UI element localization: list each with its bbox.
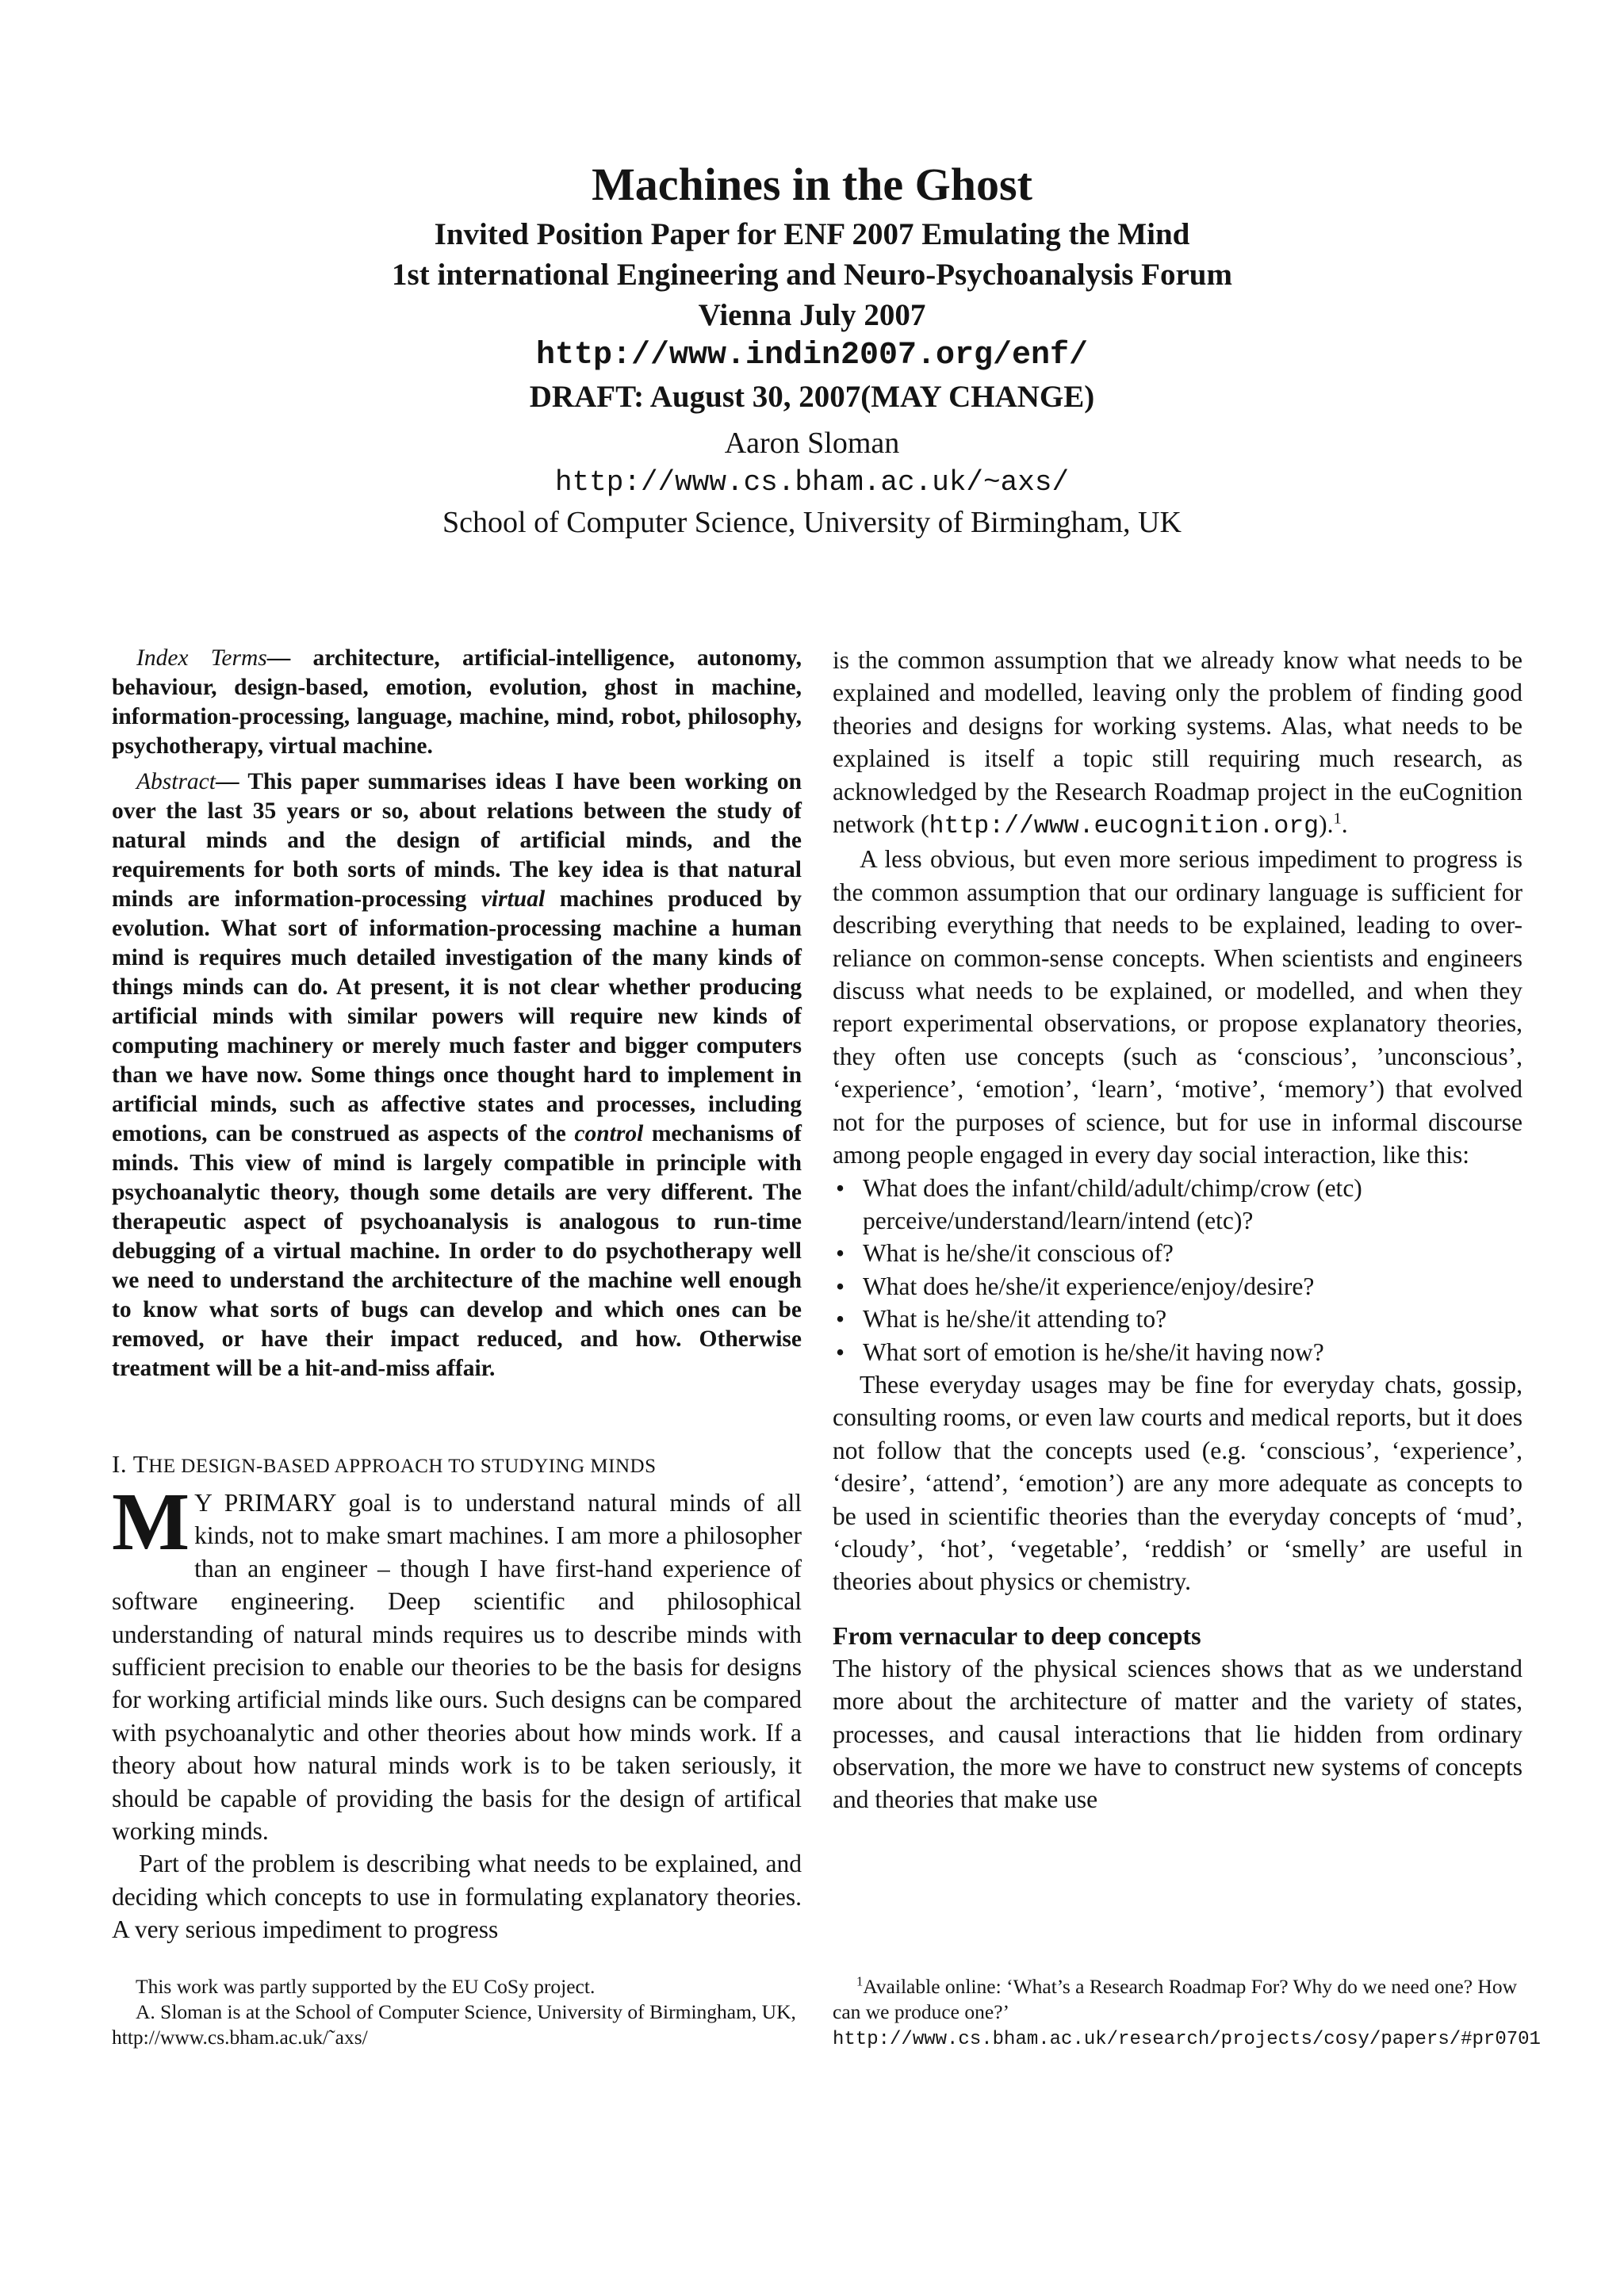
list-item: • What is he/she/it conscious of? <box>833 1237 1522 1269</box>
paragraph-4: These everyday usages may be fine for everyday chats, gossip, consulting rooms, or even law courts and medical reports, but it does not follow that the concepts used (e.g. ‘conscious’, ‘experience’, ‘desire’, ‘attend’, ‘emotion’) are any more adequate as concepts to be used in scientific theories than the everyday concepts of ‘mud’, ‘cloudy’, ‘hot’, ‘vegetable’, ‘reddish’ or ‘smelly’ are useful in theories about physics or chemistry. <box>833 1370 1522 1596</box>
paragraph-2-cont-text-1: is the common assumption that we already know what needs to be explained and modelled, leaving only the problem of finding good theories and designs for working systems. Alas, what needs to be explained is itself a topic still requiring much research, as acknowledged by the Research Roadmap project in the euCognition network ( <box>833 646 1522 839</box>
right-footnotes <box>833 1973 1541 2053</box>
index-terms-text: architecture, artificial-intelligence, autonomy, behaviour, design-based, emotion, evolution, ghost in machine, information-processing, language, machine, mind, robot, philosophy, psychotherapy, virtual machine. <box>112 645 802 759</box>
paragraph-1-caps: Y PRIMARY <box>194 1489 336 1517</box>
section-title-first-letter: T <box>132 1450 149 1478</box>
author-block <box>0 423 1624 542</box>
conference-url[interactable]: http://www.indin2007.org/enf/ <box>535 338 1089 373</box>
em-dash: — <box>215 769 239 794</box>
paragraph-2-cont-text-2: ). <box>1319 810 1334 839</box>
question-list <box>833 1172 1522 1368</box>
footnote-1 <box>833 1973 1541 2053</box>
abstract-em-virtual: virtual <box>481 886 546 912</box>
footnote-mark[interactable]: 1 <box>1333 809 1342 828</box>
em-dash: — <box>266 645 291 671</box>
index-terms-label: Index Terms <box>136 645 267 671</box>
author-name: Aaron Sloman <box>724 427 900 460</box>
eucognition-url[interactable]: http://www.eucognition.org <box>929 813 1320 841</box>
list-item: • What sort of emotion is he/she/it having now? <box>833 1336 1522 1368</box>
abstract-em-control: control <box>574 1121 644 1146</box>
paragraph-2: Part of the problem is describing what needs to be explained, and deciding which concepts to use in formulating explanatory theories. A very serious impediment to progress <box>112 1850 802 1944</box>
section-number: I. <box>112 1450 128 1478</box>
paragraph-1-text: goal is to understand natural minds of all kinds, not to make smart machines. I am more a philosopher than an engineer – though I have first-hand experience of software engineering. Deep scientific and philosophical understanding of natural minds requires us to describe minds with sufficient precision to enable our theories to be the basis for designs for working artificial minds like ours. Such designs can be compared with psychoanalytic and other theories about how minds work. If a theory about how natural minds work is to be taken seriously, it should be capable of providing the basis for the design of artifical working minds. <box>112 1489 802 1846</box>
section-title-rest: HE DESIGN-BASED APPROACH TO STUDYING MINDS <box>148 1456 657 1477</box>
paragraph-5: The history of the physical sciences shows that as we understand more about the architecture of matter and the variety of states, processes, and causal interactions that lie hidden from ordinary observation, the more we have to construct new systems of concepts and theories that make use <box>833 1654 1522 1814</box>
index-terms <box>112 644 802 761</box>
paragraph-3: A less obvious, but even more serious impediment to progress is the common assumption that our ordinary language is sufficient for describing everything that needs to be explained, leading to over-reliance on common-sense concepts. When scientists and engineers discuss what needs to be explained, or modelled, and when they report experimental observations, or propose explanatory theories, they often use concepts (such as ‘conscious’, ’unconscious’, ‘experience’, ‘emotion’, ‘learn’, ‘motive’, ‘memory’) that evolved not for the purposes of science, but for use in informal discourse among people engaged in every day social interaction, like this: <box>833 845 1522 1169</box>
abstract-text-3: mechanisms of minds. This view of mind is largely compatible in principle with psychoanalytic theory, though some details are very different. The therapeutic aspect of psychoanalysis is analogous to run-time debugging of a virtual machine. In order to do psychotherapy well we need to understand the architecture of the machine well enough to know what sorts of bugs can develop and which ones can be removed, or have their impact reduced, and how. Otherwise treatment will be a hit-and-miss affair. <box>112 1121 802 1381</box>
abstract-text-2: machines produced by evolution. What sort of information-processing machine a human mind is requires much detailed investigation of the many kinds of things minds can do. At present, it is not clear whether producing artificial minds with similar powers will require new kinds of computing machinery or merely much faster and bigger computers than we have now. Some things once thought hard to implement in artificial minds, such as affective states and processes, including emotions, can be construed as aspects of the <box>112 886 802 1146</box>
paragraph-1 <box>112 1476 802 1847</box>
left-column <box>112 644 802 1946</box>
author-url[interactable]: http://www.cs.bham.ac.uk/~axs/ <box>554 466 1070 499</box>
paragraph-2-continued <box>833 644 1522 843</box>
draft-line: DRAFT: August 30, 2007(MAY CHANGE) <box>529 380 1095 414</box>
footnote-1-text: Available online: ‘What’s a Research Roadmap For? Why do we need one? How can we produce one?’ <box>833 1975 1517 2023</box>
footnote-1-mark: 1 <box>856 1973 864 1989</box>
abstract-label: Abstract <box>136 769 216 794</box>
subtitle-3: Vienna July 2007 <box>698 298 926 332</box>
abstract <box>112 767 802 1383</box>
list-item: • What does the infant/child/adult/chimp/crow (etc) perceive/understand/learn/intend (etc)? <box>833 1172 1522 1238</box>
left-footnotes <box>112 1974 802 2050</box>
title-block <box>0 155 1624 417</box>
abstract-text-1: This paper summarises ideas I have been working on over the last 35 years or so, about relations between the study of natural minds and the design of artificial minds, and the requirements for both sorts of minds. The key idea is that natural minds are information-processing <box>112 769 802 912</box>
footnote-1-url[interactable]: http://www.cs.bham.ac.uk/research/projects/cosy/papers/#pr0701 <box>833 2029 1541 2050</box>
footnote-affiliation: A. Sloman is at the School of Computer Science, University of Birmingham, UK, http://www.cs.bham.ac.uk/˜axs/ <box>112 2000 796 2049</box>
list-item: • What is he/she/it attending to? <box>833 1303 1522 1335</box>
subsection-heading: From vernacular to deep concepts <box>833 1621 1201 1650</box>
subtitle-1: Invited Position Paper for ENF 2007 Emulating the Mind <box>434 217 1190 251</box>
footnote-funding: This work was partly supported by the EU CoSy project. <box>136 1975 596 1998</box>
paragraph-2-cont-text-3: . <box>1341 810 1348 839</box>
paper-title: Machines in the Ghost <box>592 159 1032 210</box>
right-column <box>833 644 1522 1816</box>
drop-cap: M <box>112 1476 190 1567</box>
author-affiliation: School of Computer Science, University of Birmingham, UK <box>442 506 1182 539</box>
list-item: • What does he/she/it experience/enjoy/desire? <box>833 1270 1522 1303</box>
section-heading <box>112 1450 802 1479</box>
subtitle-2: 1st international Engineering and Neuro-Psychoanalysis Forum <box>392 258 1232 292</box>
